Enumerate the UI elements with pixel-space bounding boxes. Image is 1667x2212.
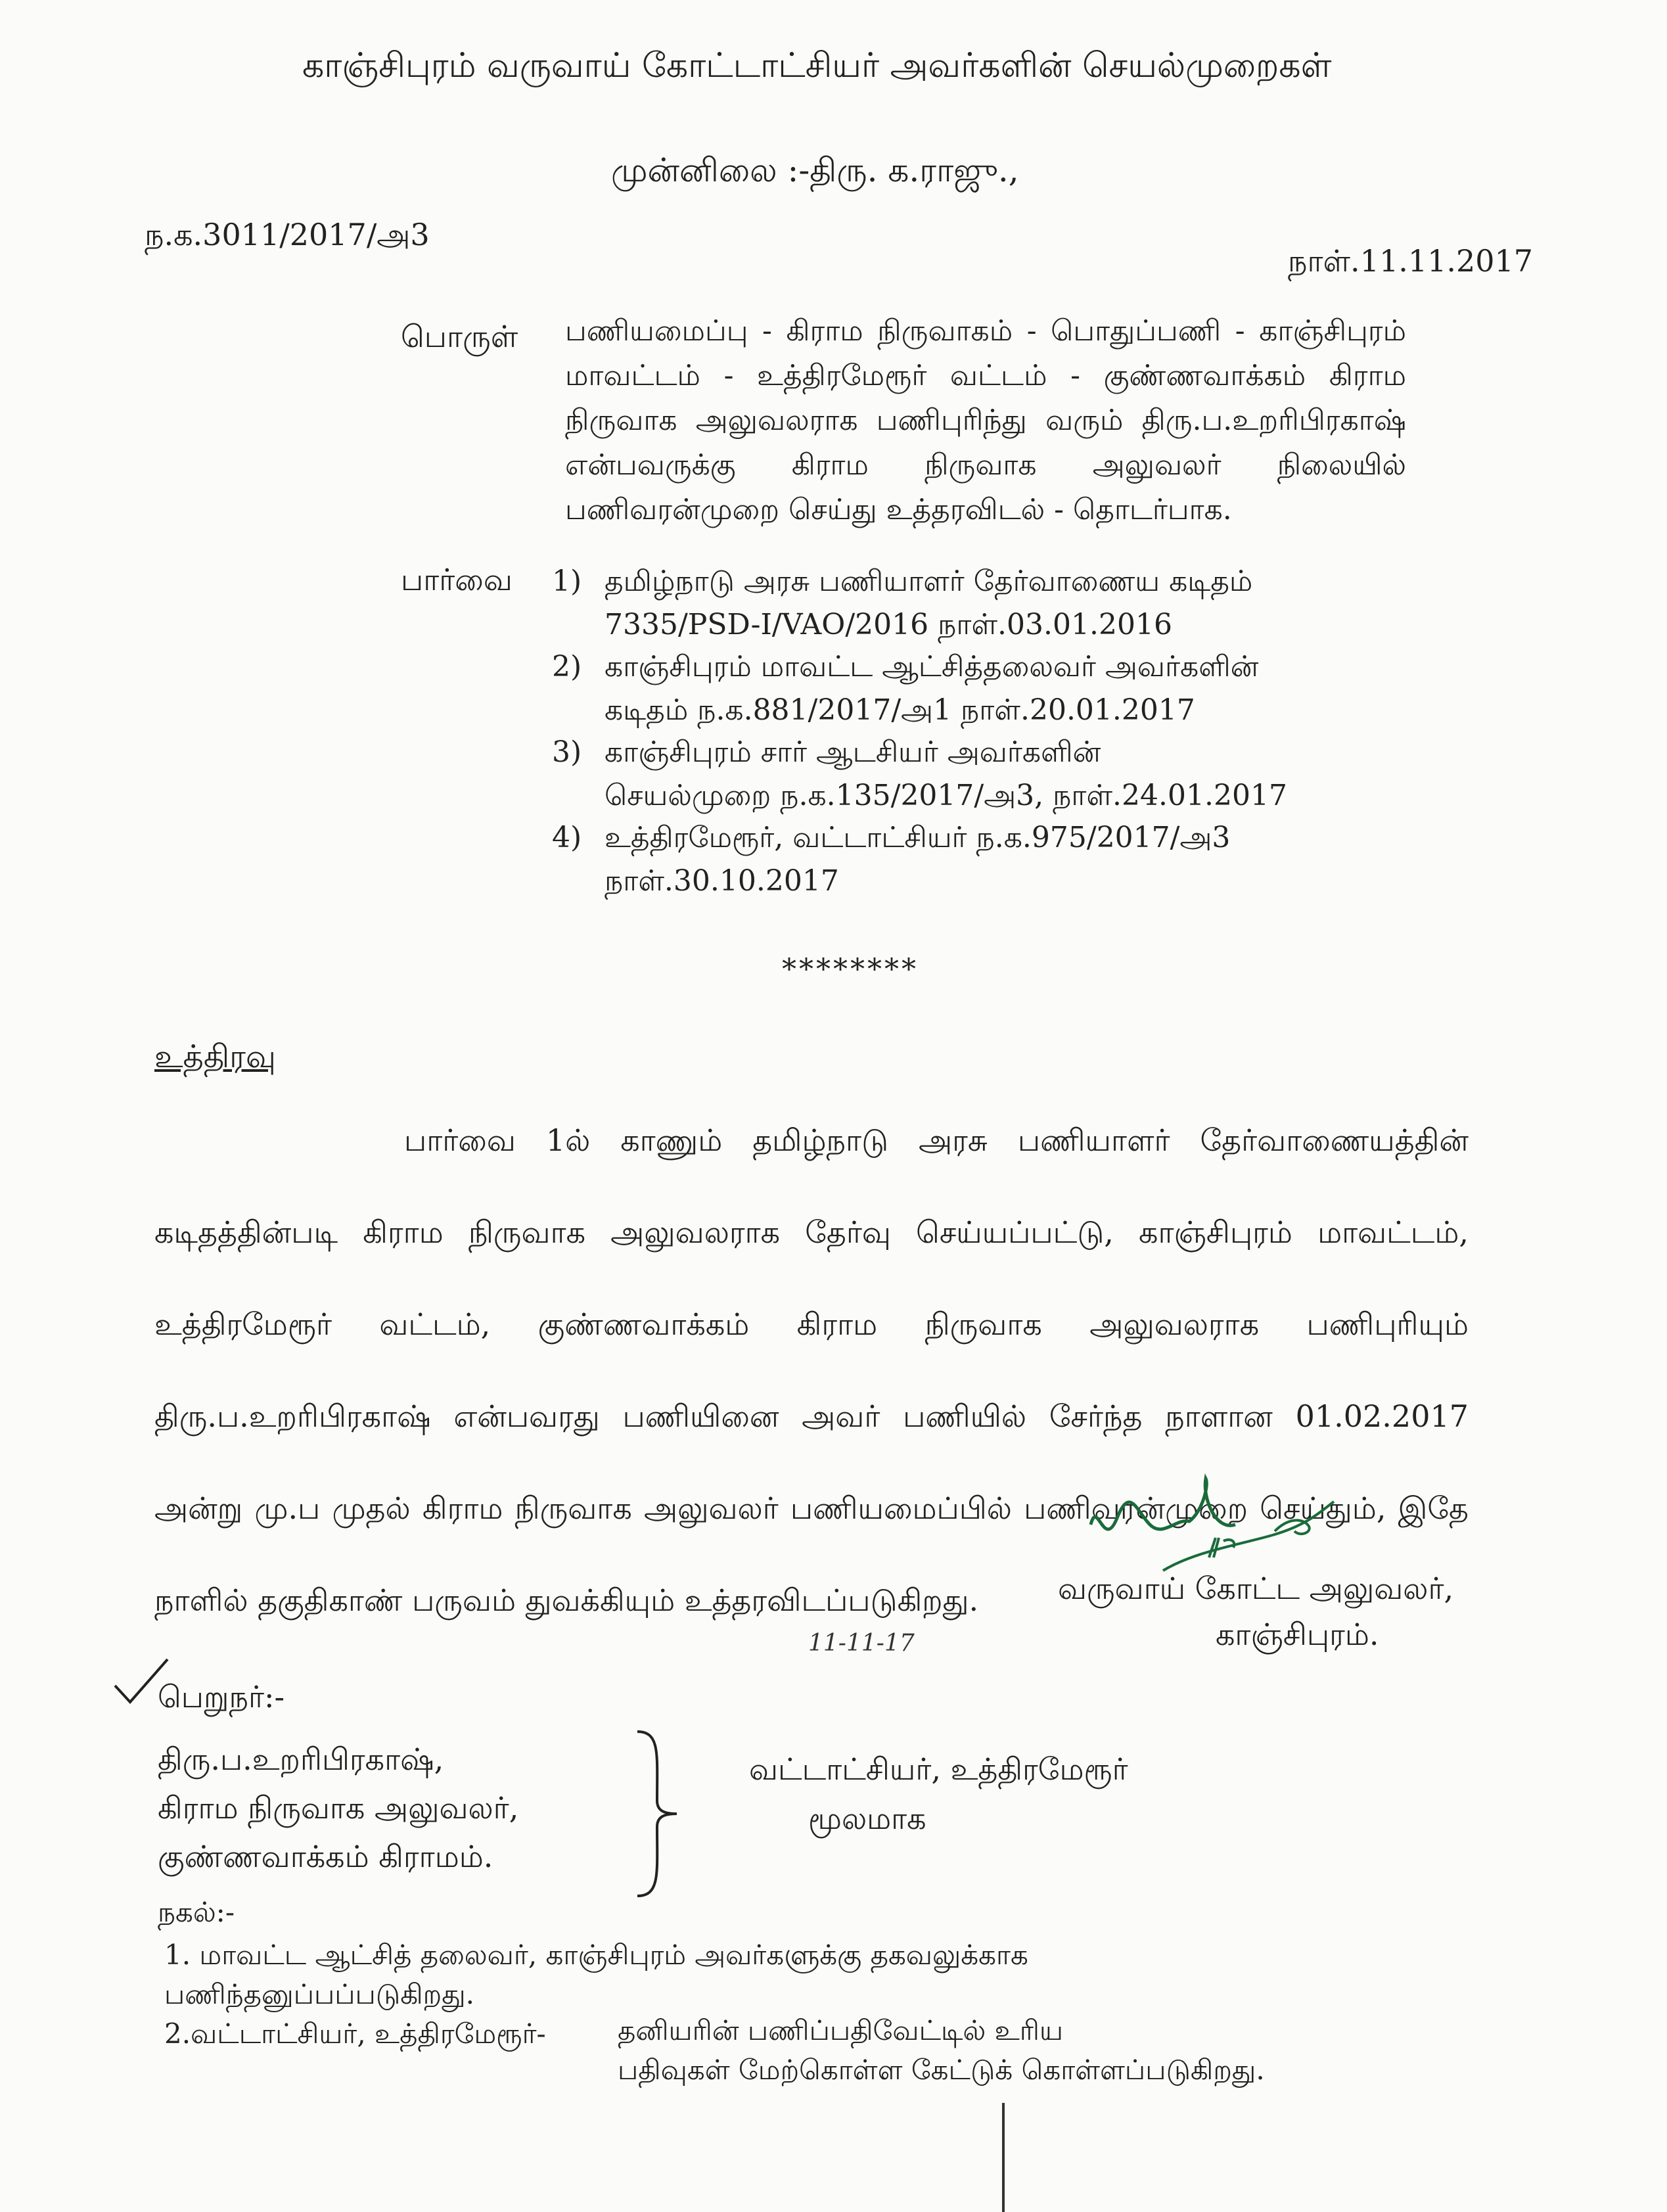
recipient-line: திரு.ப.உறரிபிரகாஷ், [158,1741,444,1777]
reference-line: காஞ்சிபுரம் சார் ஆடசியர் அவர்களின் [605,735,1101,769]
reference-number-label: 2) [552,650,582,683]
handwritten-date: 11-11-17 [808,1630,915,1657]
margin-line [1002,2103,1005,2212]
recipient-label: பெறுநர்:- [158,1679,285,1715]
signatory-place: காஞ்சிபுரம். [1216,1617,1379,1652]
recipient-line: குண்ணவாக்கம் கிராமம். [158,1839,493,1874]
document-title: காஞ்சிபுரம் வருவாய் கோட்டாட்சியர் அவர்களின் செயல்முறைகள் [302,46,1332,85]
order-heading: உத்திரவு [154,1038,276,1075]
copy-label: நகல்:- [158,1896,235,1928]
reference-line: உத்திரமேரூர், வட்டாட்சியர் ந.க.975/2017/அ3 [605,821,1231,854]
brace-icon [634,1728,680,1899]
via-label: மூலமாக [808,1801,926,1836]
reference-line: நாள்.30.10.2017 [605,864,839,898]
reference-line: 7335/PSD-I/VAO/2016 நாள்.03.01.2016 [605,608,1172,641]
signatory-title: வருவாய் கோட்ட அலுவலர், [1058,1571,1454,1606]
order-body: பார்வை 1ல் காணும் தமிழ்நாடு அரசு பணியாளர் தேர்வாணையத்தின் கடிதத்தின்படி கிராம நிருவாக அலுவலராக தேர்வு செய்யப்பட்டு, காஞ்சிபுரம் மாவட்டம், உத்திரமேரூர் வட்டம், குண்ணவாக்கம் கிராம நிருவாக அலுவலராக பணிபுரியும் திரு.ப.உறரிபிரகாஷ் என்பவரது பணியினை அவர் பணியில் சேர்ந்த நாளான 01.02.2017 அன்று மு.ப முதல் கிராம நிருவாக அலுவலர் பணியமைப்பில் பணிவரன்முறை செய்தும், இதே நாளில் தகுதிகாண் பருவம் துவக்கியும் உத்தரவிடப்படுகிறது. [154,1122,1469,1618]
document-date: நாள்.11.11.2017 [1288,243,1534,279]
reference-line: தமிழ்நாடு அரசு பணியாளர் தேர்வாணைய கடிதம் [605,565,1253,598]
reference-line: கடிதம் ந.க.881/2017/அ1 நாள்.20.01.2017 [605,693,1195,727]
copy-item-2: 2.வட்டாட்சியர், உத்திரமேரூர்- [164,2017,546,2050]
recipient-line: கிராம நிருவாக அலுவலர், [158,1790,519,1826]
recipient-address [158,1735,518,1881]
copy-item-1: 1. மாவட்ட ஆட்சித் தலைவர், காஞ்சிபுரம் அவர்களுக்கு தகவலுக்காக [164,1939,1028,1971]
reference-number-label: 4) [552,821,582,854]
reference-number-label: 1) [552,565,582,598]
reference-number-label: 3) [552,735,582,769]
subject-label: பொருள் [401,319,518,354]
subject-text: பணியமைப்பு - கிராம நிருவாகம் - பொதுப்பணி - காஞ்சிபுரம் மாவட்டம் - உத்திரமேரூர் வட்டம் - குண்ணவாக்கம் கிராம நிருவாக அலுவலராக பணிபுரிந்து வரும் திரு.ப.உறரிபிரகாஷ் என்பவருக்கு கிராம நிருவாக அலுவலர் நிலையில் பணிவரன்முறை செய்து உத்தரவிடல் - தொடர்பாக. [565,314,1406,526]
copy-item-2-detail-continuation: பதிவுகள் மேற்கொள்ள கேட்டுக் கொள்ளப்படுகிறது. [618,2054,1265,2086]
reference-line: செயல்முறை ந.க.135/2017/அ3, நாள்.24.01.2017 [605,779,1287,812]
references-label: பார்வை [401,562,513,597]
copy-item-1-continuation: பணிந்தனுப்பப்படுகிறது. [164,1978,475,2010]
via-office: வட்டாட்சியர், உத்திரமேரூர் [749,1751,1128,1787]
reference-number: ந.க.3011/2017/அ3 [145,217,430,252]
copy-item-2-detail: தனியரின் பணிப்பதிவேட்டில் உரிய [618,2014,1063,2046]
separator: ******** [782,953,919,986]
presence-line: முன்னிலை :-திரு. க.ராஜு., [611,151,1019,189]
reference-line: காஞ்சிபுரம் மாவட்ட ஆட்சித்தலைவர் அவர்களின் [605,650,1259,683]
